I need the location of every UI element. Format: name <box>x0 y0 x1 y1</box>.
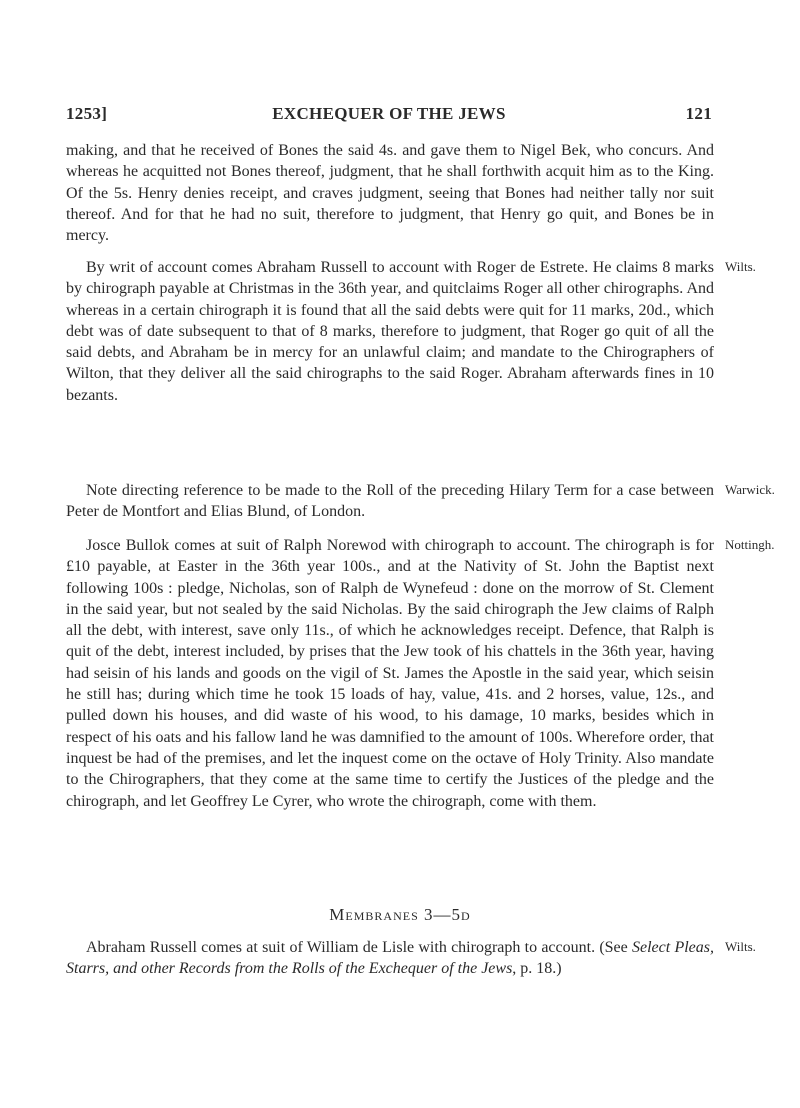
margin-county-note: Warwick. <box>725 482 775 497</box>
citation-title: Select Pleas, Starrs, and other Records from the Rolls of the Exchequer of the Jews <box>66 939 714 978</box>
section-heading: Membranes 3—5d <box>329 905 471 924</box>
entry-paragraph: Josce Bullok comes at suit of Ralph Norewod with chirograph to account. The chirograph is for £10 payable, at Easter in the 36th year 100s., and at the Nativity of St. John the Baptist next following 100s : pledge, Nicholas, son of Ralph de Wynefeud : done on the morrow of St. Clement in the said year, but not sealed by the said Nicholas. By the said chirograph the Jew claims of Ralph all the debt, with interest, save only 11s., of which he acknowledges receipt. Defence, that Ralph is quit of the debt, interest included, by prises that the Jew took of his chattels in the 36th year, having had seisin of his lands and goods on the vigil of St. James the Apostle in the said year, which seisin he still has; during which time he took 15 loads of hay, value, 41s. and 2 horses, value, 12s., and pulled down his houses, and did waste of his wood, to his damage, 10 marks, besides which in respect of his oats and his fallow land he was damnified to the amount of 100s. Wherefore order, that inquest be had of the premises, and let the inquest come on the octave of Holy Trinity. Also mandate to the Chirographers, that they come at the same time to certify the Justices of the pledge and the chirograph, and let Geoffrey Le Cyrer, who wrote the chirograph, come with them. <box>66 537 714 810</box>
page-number: 121 <box>685 104 712 123</box>
running-header <box>66 104 712 130</box>
header-year: 1253] <box>66 104 108 123</box>
entry-text: Abraham Russell comes at suit of William de Lisle with chirograph to account. (See <box>86 939 632 956</box>
header-title: EXCHEQUER OF THE JEWS <box>272 104 506 123</box>
margin-county-note: Wilts. <box>725 259 756 274</box>
entry-paragraph <box>66 937 714 980</box>
margin-county-note: Nottingh. <box>725 537 775 552</box>
margin-county-note: Wilts. <box>725 939 756 954</box>
entry-text: , p. 18.) <box>512 960 562 978</box>
entry-paragraph: Note directing reference to be made to the Roll of the preceding Hilary Term for a case between Peter de Montfort and Elias Blund, of London. <box>66 482 714 521</box>
entry-paragraph: making, and that he received of Bones the said 4s. and gave them to Nigel Bek, who concurs. And whereas he acquitted not Bones thereof, judgment, that he shall forthwith acquit him as to the King. Of the 5s. Henry denies receipt, and craves judgment, seeing that Bones had neither tally nor suit thereof. And for that he had no suit, therefore to judgment, that Henry go quit, and Bones be in mercy. <box>66 142 714 245</box>
entry-paragraph: By writ of account comes Abraham Russell to account with Roger de Estrete. He claims 8 marks by chirograph payable at Christmas in the 36th year, and quitclaims Roger all other chirographs. And whereas in a certain chirograph it is found that all the said debts were quit for 11 marks, 20d., which debt was of date subsequent to that of 8 marks, therefore to judgment, that Roger go quit of all the said debts, and Abraham be in mercy for an unlawful claim; and mandate to the Chirographers of Wilton, that they deliver all the said chirographs to the said Roger. Abraham afterwards fines in 10 bezants. <box>66 259 714 404</box>
